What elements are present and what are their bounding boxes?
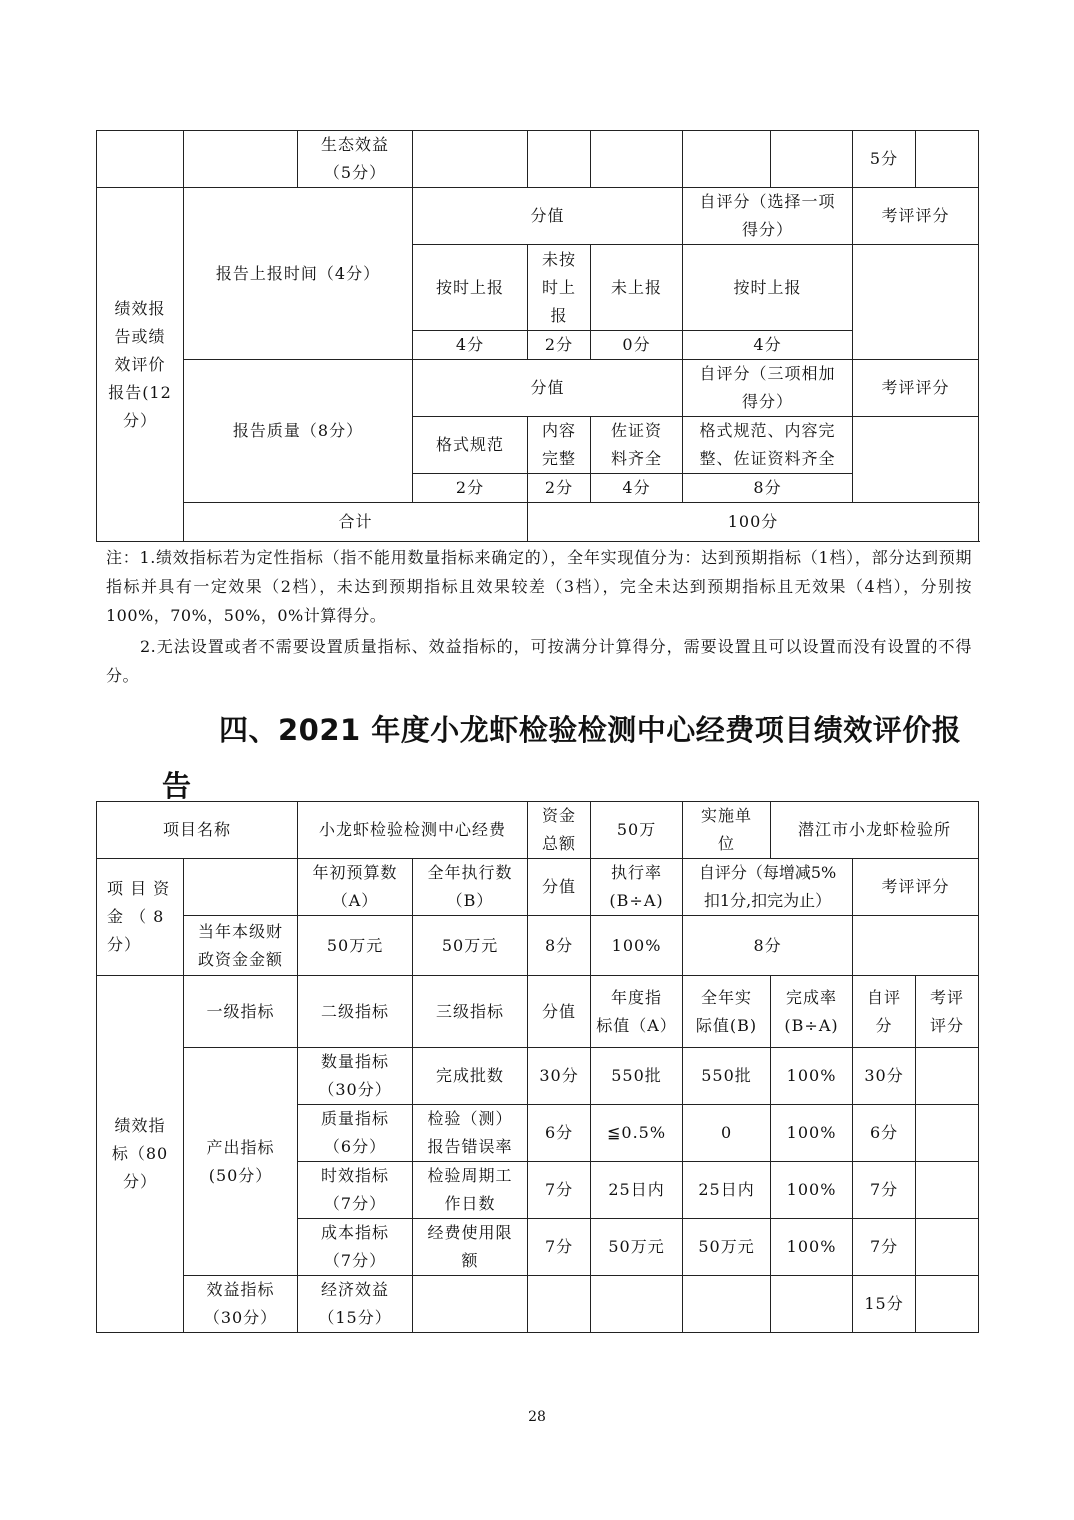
empty-cell (528, 131, 591, 188)
report-quality-label: 报告质量（8分） (184, 360, 413, 503)
empty-cell (771, 131, 853, 188)
level2-cell: 质量指标 （6分） (298, 1105, 413, 1162)
actual-cell: 0 (683, 1105, 771, 1162)
level3-cell: 检验（测） 报告错误率 (413, 1105, 528, 1162)
option-on-time: 按时上报 (413, 245, 528, 331)
review-score-cell (853, 916, 979, 976)
empty-cell (413, 1276, 528, 1333)
self-score-header: 自评分（选择一项 得分） (683, 188, 853, 245)
review-score-cell (853, 245, 979, 360)
level3-header: 三级指标 (413, 976, 528, 1048)
score-header: 分值 (528, 859, 591, 916)
target-header: 年度指 标值（A） (591, 976, 683, 1048)
note-2: 2.无法设置或者不需要设置质量指标、效益指标的，可按满分计算得分，需要设置且可以设置而没有设置的不得分。 (106, 637, 972, 685)
empty-cell (916, 131, 979, 188)
empty-cell (591, 1276, 683, 1333)
fiscal-rate: 100% (591, 916, 683, 976)
score-cell: 7分 (528, 1162, 591, 1219)
review-cell (916, 1162, 979, 1219)
level2-cell: 数量指标 （30分） (298, 1048, 413, 1105)
empty-cell (591, 131, 683, 188)
score-cell: 6分 (528, 1105, 591, 1162)
empty-cell (683, 1276, 771, 1333)
fiscal-fund-label: 当年本级财 政资金金额 (184, 916, 298, 976)
eco-benefit-score: 5分 (853, 131, 916, 188)
page-number: 28 (528, 1409, 546, 1425)
total-value: 100分 (528, 503, 979, 542)
option-format: 格式规范 (413, 417, 528, 474)
fund-total-label: 资金 总额 (528, 802, 591, 859)
econ-self-score: 15分 (853, 1276, 916, 1333)
empty-cell (184, 131, 298, 188)
completion-header: 完成率 (B÷A) (771, 976, 853, 1048)
empty-cell (413, 131, 528, 188)
review-header: 考评 评分 (916, 976, 979, 1048)
empty-cell (771, 1276, 853, 1333)
option-late: 未按 时上 报 (528, 245, 591, 331)
score-cell: 4分 (591, 474, 683, 503)
project-name: 小龙虾检验检测中心经费 (298, 802, 528, 859)
self-cell: 7分 (853, 1162, 916, 1219)
self-score-header: 自评分（三项相加 得分） (683, 360, 853, 417)
perf-group-label: 绩效指 标（80 分） (97, 976, 184, 1333)
review-cell (916, 1219, 979, 1276)
self-score-header: 自评分（每增减5% 扣1分,扣完为止） (683, 859, 853, 916)
impl-unit-label: 实施单 位 (683, 802, 771, 859)
rate-cell: 100% (771, 1048, 853, 1105)
report-time-label: 报告上报时间（4分） (184, 188, 413, 360)
self-choice: 格式规范、内容完 整、佐证资料齐全 (683, 417, 853, 474)
score-cell: 0分 (591, 331, 683, 360)
empty-cell (683, 131, 771, 188)
review-score-header: 考评评分 (853, 188, 979, 245)
self-cell: 7分 (853, 1219, 916, 1276)
score-cell: 2分 (528, 331, 591, 360)
option-content: 内容 完整 (528, 417, 591, 474)
score-cell: 7分 (528, 1219, 591, 1276)
empty-cell (184, 859, 298, 916)
score-cell: 4分 (413, 331, 528, 360)
rate-cell: 100% (771, 1219, 853, 1276)
self-choice: 按时上报 (683, 245, 853, 331)
review-cell (916, 1105, 979, 1162)
empty-cell (916, 1276, 979, 1333)
empty-cell (528, 1276, 591, 1333)
level3-cell: 完成批数 (413, 1048, 528, 1105)
review-score-cell (853, 417, 979, 503)
fiscal-execution: 50万元 (413, 916, 528, 976)
value-header: 分值 (413, 360, 683, 417)
impl-unit: 潜江市小龙虾检验所 (771, 802, 979, 859)
budget-header: 年初预算数 （A） (298, 859, 413, 916)
self-score-cell: 4分 (683, 331, 853, 360)
total-label: 合计 (184, 503, 528, 542)
fund-group-label: 项 目 资 金 （ 8 分） (97, 859, 184, 976)
execution-header: 全年执行数 （B） (413, 859, 528, 916)
level3-cell: 检验周期工 作日数 (413, 1162, 528, 1219)
fiscal-budget: 50万元 (298, 916, 413, 976)
score-cell: 30分 (528, 1048, 591, 1105)
econ-benefit-label: 经济效益 （15分） (298, 1276, 413, 1333)
self-header: 自评 分 (853, 976, 916, 1048)
score-cell: 2分 (413, 474, 528, 503)
target-cell: 25日内 (591, 1162, 683, 1219)
review-score-header: 考评评分 (853, 859, 979, 916)
eco-benefit-label: 生态效益 （5分） (298, 131, 413, 188)
actual-header: 全年实 际值(B) (683, 976, 771, 1048)
option-not-reported: 未上报 (591, 245, 683, 331)
review-score-header: 考评评分 (853, 360, 979, 417)
empty-cell (97, 131, 184, 188)
value-header: 分值 (413, 188, 683, 245)
review-cell (916, 1048, 979, 1105)
section-heading-line2: 告 (162, 769, 192, 803)
self-score-cell: 8分 (683, 474, 853, 503)
target-cell: ≦0.5% (591, 1105, 683, 1162)
rate-cell: 100% (771, 1162, 853, 1219)
note-1: 注：1.绩效指标若为定性指标（指不能用数量指标来确定的），全年实现值分为：达到预期指标（1档），部分达到预期指标并具有一定效果（2档），未达到预期指标且效果较差（3档），完全未达到预期指标且无效果（4档），分别按100%，70%，50%，0%计算得分。 (106, 548, 972, 625)
output-indicator-label: 产出指标 (50分） (184, 1048, 298, 1276)
level2-cell: 成本指标 （7分） (298, 1219, 413, 1276)
target-cell: 50万元 (591, 1219, 683, 1276)
report-group-label: 绩效报 告或绩 效评价 报告(12 分） (97, 188, 184, 542)
report-score-table (96, 130, 979, 542)
level2-header: 二级指标 (298, 976, 413, 1048)
self-cell: 6分 (853, 1105, 916, 1162)
actual-cell: 25日内 (683, 1162, 771, 1219)
rate-cell: 100% (771, 1105, 853, 1162)
level3-cell: 经费使用限 额 (413, 1219, 528, 1276)
target-cell: 550批 (591, 1048, 683, 1105)
level1-header: 一级指标 (184, 976, 298, 1048)
score-header: 分值 (528, 976, 591, 1048)
actual-cell: 50万元 (683, 1219, 771, 1276)
project-name-label: 项目名称 (97, 802, 298, 859)
section-heading-line1: 四、2021 年度小龙虾检验检测中心经费项目绩效评价报 (219, 713, 962, 747)
self-cell: 30分 (853, 1048, 916, 1105)
score-cell: 2分 (528, 474, 591, 503)
benefit-indicator-label: 效益指标 （30分） (184, 1276, 298, 1333)
project-evaluation-table (96, 801, 979, 1333)
option-evidence: 佐证资 料齐全 (591, 417, 683, 474)
rate-header: 执行率 (B÷A) (591, 859, 683, 916)
fund-total: 50万 (591, 802, 683, 859)
actual-cell: 550批 (683, 1048, 771, 1105)
fiscal-score: 8分 (528, 916, 591, 976)
level2-cell: 时效指标 （7分） (298, 1162, 413, 1219)
fiscal-self-score: 8分 (683, 916, 853, 976)
